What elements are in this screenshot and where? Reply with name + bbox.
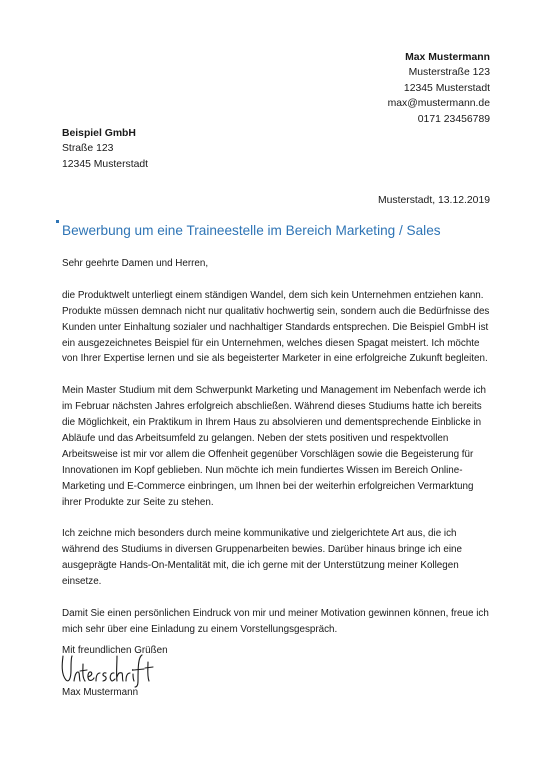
letter-date: Musterstadt, 13.12.2019 bbox=[377, 195, 490, 206]
body-paragraph: die Produktwelt unterliegt einem ständigen Wandel, dem sich kein Unternehmen entziehen kann. Produkte müssen demnach nicht nur qualitativ hochwertig sein, sondern auch die Bedürfnisse des Kunden unter Einhaltung sozialer und nachhaltiger Standards entsprechen. Die Beispiel GmbH ist ein ausgezeichnetes Beispiel für ein Unternehmen, welches diesen Spagat meistert. Ich möchte von Ihrer Expertise lernen und sie als begeisterter Marketer in eine erfolgreiche Zukunft begleiten. bbox=[62, 289, 490, 365]
sender-address bbox=[388, 50, 490, 127]
recipient-company: Beispiel GmbH bbox=[62, 128, 136, 139]
recipient-city: 12345 Musterstadt bbox=[62, 158, 149, 170]
body-paragraph: Mein Master Studium mit dem Schwerpunkt Marketing und Management im Nebenfach werde ich im Februar nächsten Jahres erfolgreich abschließen. Während dieses Studiums hatte ich bereits die Möglichkeit, ein Praktikum in Ihrem Haus zu absolvieren und dementsprechende Einblicke in Abläufe und das Arbeitsumfeld zu gelangen. Neben der stets positiven und respektvollen Arbeitsweise ist mir vor allem die Offenheit gegenüber Vorschlägen sowie die Begeisterung für Innovationen im Kopf geblieben. Nun möchte ich mein fundiertes Wissen im Bereich Online-Marketing und E-Commerce einbringen, um Ihnen bei der weiterhin erfolgreichen Vermarktung ihrer Produkte zur Seite zu stehen. bbox=[62, 385, 487, 508]
sender-name: Max Mustermann bbox=[405, 52, 490, 63]
body-paragraph: Ich zeichne mich besonders durch meine kommunikative und zielgerichtete Art aus, die ich während des Studiums in diversen Gruppenarbeiten bewies. Darüber hinaus bringe ich eine ausgeprägte Hands-On-Mentalität mit, die ich gerne mit der Unterstützung meiner Kollegen einsetze. bbox=[62, 528, 463, 588]
subject-marker bbox=[56, 220, 59, 223]
recipient-address bbox=[62, 126, 148, 172]
handwritten-signature bbox=[58, 650, 170, 688]
body-paragraph: Damit Sie einen persönlichen Eindruck von mir und meiner Motivation gewinnen können, freue ich mich sehr über eine Einladung zu einem Vorstellungsgespräch. bbox=[62, 607, 489, 635]
sender-email: max@mustermann.de bbox=[387, 98, 490, 110]
letter-body bbox=[62, 256, 492, 654]
salutation: Sehr geehrte Damen und Herren, bbox=[62, 258, 209, 269]
closing-phrase: Mit freundlichen Grüßen bbox=[62, 645, 168, 656]
signer-name: Max Mustermann bbox=[62, 687, 139, 698]
sender-phone: 0171 23456789 bbox=[417, 113, 490, 125]
sender-city: 12345 Musterstadt bbox=[403, 82, 490, 94]
letter-subject: Bewerbung um eine Traineestelle im Bereich Marketing / Sales bbox=[62, 223, 441, 238]
recipient-street: Straße 123 bbox=[62, 143, 114, 155]
sender-street: Musterstraße 123 bbox=[408, 67, 490, 79]
